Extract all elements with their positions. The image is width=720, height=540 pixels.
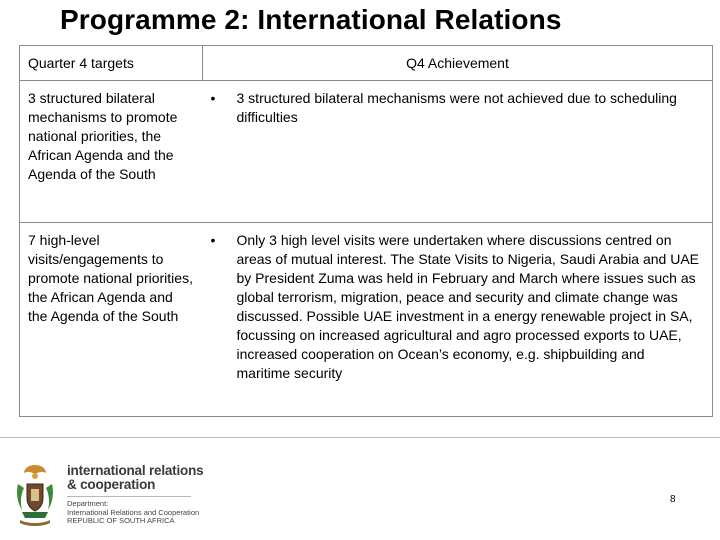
republic-label: REPUBLIC OF SOUTH AFRICA	[67, 516, 175, 526]
bullet-icon: •	[210, 232, 216, 248]
table-row	[20, 81, 713, 223]
table-header-row	[20, 46, 713, 81]
slide-title: Programme 2: International Relations	[60, 4, 562, 35]
org-branding	[67, 464, 203, 526]
target-cell: 3 structured bilateral mechanisms to promote national priorities, the African Agenda and the Agenda of the South	[20, 81, 203, 223]
dept-name: International Relations and Cooperation	[67, 507, 200, 517]
dept-label: Department:	[67, 499, 109, 508]
achievement-text: 3 structured bilateral mechanisms were not achieved due to scheduling difficulties	[236, 90, 677, 125]
org-rule	[67, 496, 191, 497]
achievement-cell	[203, 223, 713, 417]
header-quarter-4-targets: Quarter 4 targets	[20, 46, 203, 81]
targets-table	[19, 45, 713, 417]
footer-divider	[0, 437, 720, 438]
target-cell: 7 high-level visits/engagements to promote national priorities, the African Agenda and the Agenda of the South	[20, 223, 203, 417]
org-name-line2: & cooperation	[67, 477, 156, 492]
achievement-cell	[203, 81, 713, 223]
bullet-icon: •	[210, 90, 216, 106]
page-number: 8	[670, 494, 676, 505]
coat-of-arms-icon	[12, 462, 58, 528]
achievement-text: Only 3 high level visits were undertaken where discussions centred on areas of mutual interest. The State Visits to Nigeria, Saudi Arabia and UAE by President Zuma was held in February and March where issues such as global terrorism, migration, peace and security and climate change was discussed. Possible UAE investment in a energy renewable project in SA, focussing on increased agricultural and agro processed exports to UAE, increased cooperation on Ocean’s economy, e.g. shipbuilding and maritime security	[236, 232, 700, 381]
org-name-line1: international relations	[67, 463, 204, 478]
table-row	[20, 223, 713, 417]
header-q4-achievement: Q4 Achievement	[203, 46, 713, 81]
